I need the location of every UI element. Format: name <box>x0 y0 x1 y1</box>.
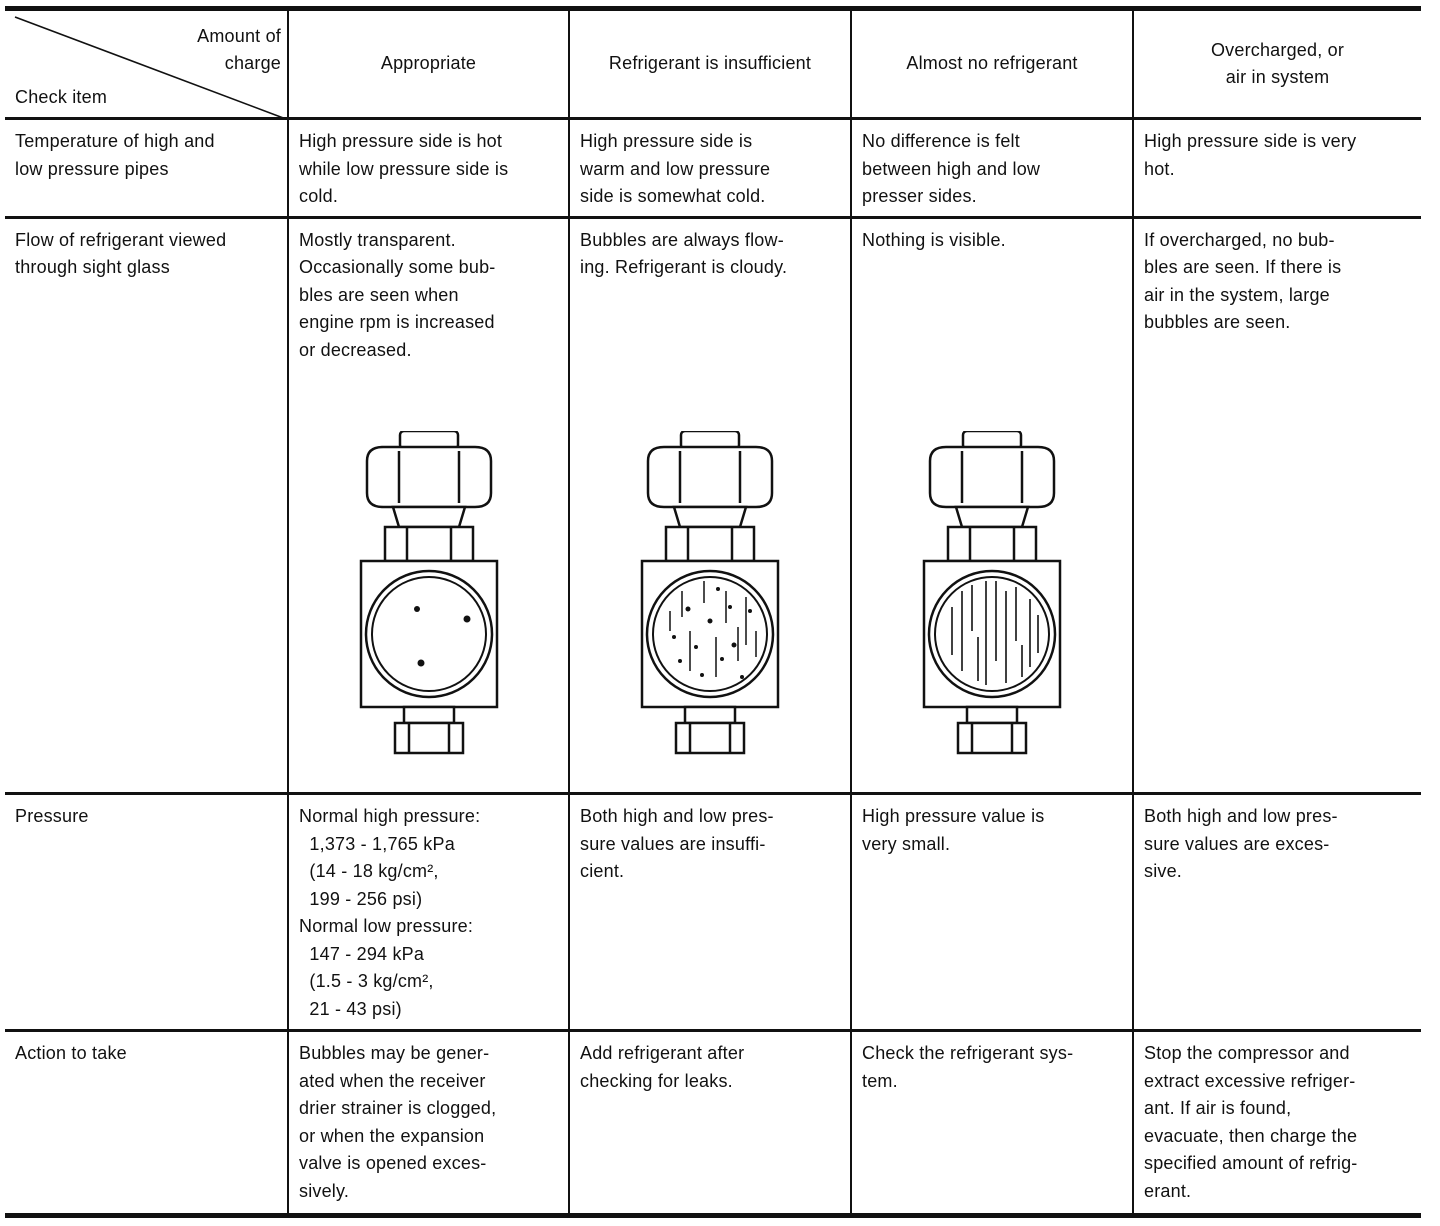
sight-glass-empty-icon <box>852 431 1132 765</box>
text-line: presser sides. <box>862 186 977 207</box>
column-header-overcharged <box>1133 9 1421 119</box>
text-line: drier strainer is clogged, <box>299 1098 497 1119</box>
text-line: Add refrigerant after <box>580 1043 745 1064</box>
cell-almost-none <box>851 119 1133 217</box>
corner-header-cell <box>5 9 288 119</box>
text-line: sure values are exces- <box>1144 833 1330 854</box>
text-line: while low pressure side is <box>299 158 509 179</box>
header-line: air in system <box>1225 67 1330 88</box>
text-line: No difference is felt <box>862 131 1020 152</box>
text-line: 1,373 - 1,765 kPa <box>299 833 455 854</box>
header-line: Almost no refrigerant <box>906 53 1078 74</box>
text-line: erant. <box>1144 1180 1192 1201</box>
cell-almost-none <box>851 794 1133 1031</box>
text-line: checking for leaks. <box>580 1070 733 1091</box>
text-line: High pressure side is very <box>1144 131 1357 152</box>
cell-overcharged <box>1133 794 1421 1031</box>
cell-insufficient <box>569 794 851 1031</box>
text-line: low pressure pipes <box>15 158 169 179</box>
text-line: through sight glass <box>15 257 170 278</box>
sight-glass-drawing <box>349 431 509 765</box>
text-line: High pressure side is <box>580 131 753 152</box>
text-line: Flow of refrigerant viewed <box>15 229 227 250</box>
corner-top-line: Amount of <box>197 26 281 46</box>
cell-insufficient <box>569 217 851 793</box>
text-line: bles are seen when <box>299 284 459 305</box>
cell-overcharged <box>1133 1031 1421 1216</box>
header-line: Overcharged, or <box>1210 39 1345 60</box>
text-line: engine rpm is increased <box>299 312 495 333</box>
text-line: or decreased. <box>299 339 412 360</box>
text-line: cient. <box>580 861 625 882</box>
text-line: cold. <box>299 186 339 207</box>
text-line: sively. <box>299 1180 350 1201</box>
row-label <box>5 794 288 1031</box>
column-header-appropriate <box>288 9 569 119</box>
corner-top-line: charge <box>224 53 281 73</box>
text-line: Action to take <box>15 1043 127 1064</box>
corner-header-check-item: Check item <box>15 86 108 107</box>
row-label <box>5 217 288 793</box>
text-line: specified amount of refrig- <box>1144 1153 1358 1174</box>
header-line: Appropriate <box>380 53 477 74</box>
text-line: Occasionally some bub- <box>299 257 496 278</box>
text-line: Both high and low pres- <box>580 806 774 827</box>
text-line: hot. <box>1144 158 1175 179</box>
text-line: Nothing is visible. <box>862 229 1006 250</box>
text-line: Stop the compressor and <box>1144 1043 1350 1064</box>
text-line: Both high and low pres- <box>1144 806 1338 827</box>
text-line: ated when the receiver <box>299 1070 486 1091</box>
header-line: Refrigerant is insufficient <box>608 53 812 74</box>
text-line: (1.5 - 3 kg/cm², <box>299 971 434 992</box>
text-line: Normal low pressure: <box>299 916 474 937</box>
text-line: warm and low pressure <box>580 158 771 179</box>
refrigerant-check-table <box>5 6 1421 1218</box>
text-line: tem. <box>862 1070 898 1091</box>
row-pressure <box>5 794 1421 1031</box>
cell-appropriate <box>288 794 569 1031</box>
text-line: (14 - 18 kg/cm², <box>299 861 444 882</box>
sight-glass-drawing <box>630 431 790 765</box>
cell-insufficient <box>569 119 851 217</box>
text-line: If overcharged, no bub- <box>1144 229 1335 250</box>
text-line: Bubbles are always flow- <box>580 229 784 250</box>
text-line: ing. Refrigerant is cloudy. <box>580 257 788 278</box>
column-header-insufficient <box>569 9 851 119</box>
text-line: valve is opened exces- <box>299 1153 487 1174</box>
cell-appropriate <box>288 119 569 217</box>
text-line: or when the expansion <box>299 1125 485 1146</box>
sight-glass-few-bubbles-icon <box>289 431 568 765</box>
text-line: 21 - 43 psi) <box>299 998 402 1019</box>
cell-overcharged <box>1133 217 1421 793</box>
sight-glass-drawing <box>912 431 1072 765</box>
sight-glass-cloudy-icon <box>570 431 850 765</box>
row-action <box>5 1031 1421 1216</box>
text-line: 199 - 256 psi) <box>299 888 423 909</box>
text-line: side is somewhat cold. <box>580 186 766 207</box>
text-line: extract excessive refriger- <box>1144 1070 1356 1091</box>
column-header-almost-none <box>851 9 1133 119</box>
cell-appropriate <box>288 1031 569 1216</box>
text-line: between high and low <box>862 158 1041 179</box>
row-label <box>5 1031 288 1216</box>
text-line: evacuate, then charge the <box>1144 1125 1358 1146</box>
text-line: Temperature of high and <box>15 131 215 152</box>
text-line: 147 - 294 kPa <box>299 943 425 964</box>
row-label <box>5 119 288 217</box>
cell-almost-none <box>851 217 1133 793</box>
cell-overcharged <box>1133 119 1421 217</box>
text-line: bles are seen. If there is <box>1144 257 1342 278</box>
text-line: ant. If air is found, <box>1144 1098 1292 1119</box>
text-line: Check the refrigerant sys- <box>862 1043 1074 1064</box>
text-line: Pressure <box>15 806 89 827</box>
text-line: Normal high pressure: <box>299 806 481 827</box>
cell-appropriate <box>288 217 569 793</box>
corner-header-amount <box>197 23 281 77</box>
text-line: sure values are insuffi- <box>580 833 766 854</box>
cell-almost-none <box>851 1031 1133 1216</box>
cell-insufficient <box>569 1031 851 1216</box>
row-temperature <box>5 119 1421 217</box>
header-row <box>5 9 1421 119</box>
row-sight-glass <box>5 217 1421 793</box>
text-line: Mostly transparent. <box>299 229 456 250</box>
text-line: very small. <box>862 833 951 854</box>
text-line: air in the system, large <box>1144 284 1330 305</box>
text-line: Bubbles may be gener- <box>299 1043 490 1064</box>
text-line: sive. <box>1144 861 1183 882</box>
text-line: bubbles are seen. <box>1144 312 1291 333</box>
text-line: High pressure side is hot <box>299 131 503 152</box>
text-line: High pressure value is <box>862 806 1045 827</box>
